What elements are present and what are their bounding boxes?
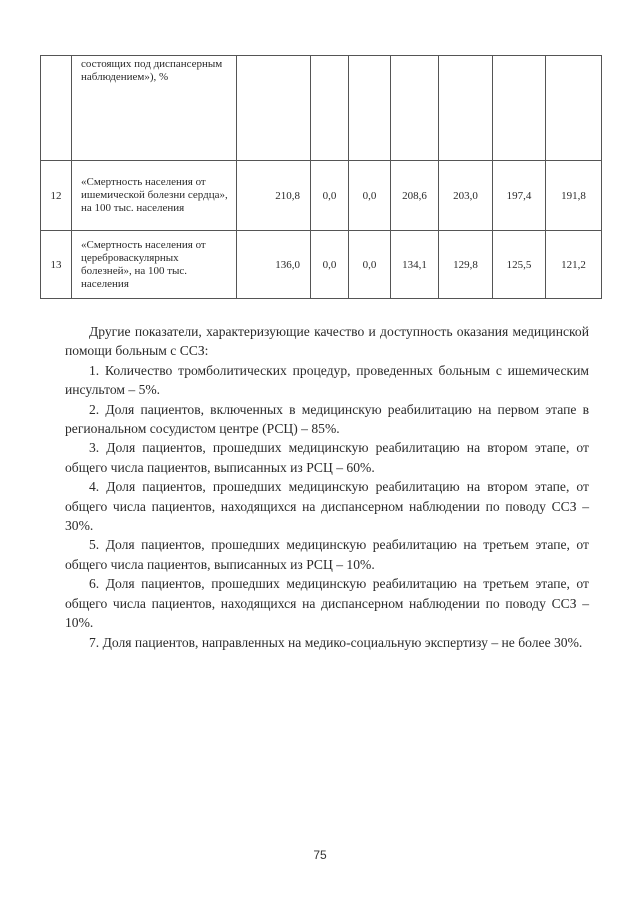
value-cell xyxy=(391,56,439,161)
value-cell: 191,8 xyxy=(546,161,602,231)
value-cell xyxy=(546,56,602,161)
value-cell xyxy=(311,56,349,161)
row-number: 12 xyxy=(41,161,72,231)
value-cell xyxy=(493,56,546,161)
paragraph: 3. Доля пациентов, прошедших медицинскую реабилитацию на втором этапе, от общего числа пациентов, выписанных из РСЦ – 60%. xyxy=(65,440,589,475)
value-cell xyxy=(349,56,391,161)
table-row xyxy=(41,56,602,161)
value-cell: 0,0 xyxy=(349,161,391,231)
value-cell: 210,8 xyxy=(237,161,311,231)
value-cell: 208,6 xyxy=(391,161,439,231)
value-cell: 0,0 xyxy=(311,161,349,231)
indicator-name: «Смертность населения от ишемической болезни сердца», на 100 тыс. населения xyxy=(72,161,237,231)
table-row xyxy=(41,161,602,231)
paragraph: 5. Доля пациентов, прошедших медицинскую реабилитацию на третьем этапе, от общего числа пациентов, выписанных из РСЦ – 10%. xyxy=(65,537,589,572)
paragraph: 6. Доля пациентов, прошедших медицинскую реабилитацию на третьем этапе, от общего числа пациентов, находящихся на диспансерном наблюдении по поводу ССЗ – 10%. xyxy=(65,576,589,631)
value-cell: 203,0 xyxy=(439,161,493,231)
indicator-name: состоящих под диспансерным наблюдением»), % xyxy=(72,56,237,161)
value-cell xyxy=(439,56,493,161)
body-text xyxy=(65,322,589,652)
value-cell: 197,4 xyxy=(493,161,546,231)
paragraph: 4. Доля пациентов, прошедших медицинскую реабилитацию на втором этапе, от общего числа пациентов, находящихся на диспансерном наблюдении по поводу ССЗ – 30%. xyxy=(65,479,589,534)
value-cell: 0,0 xyxy=(349,231,391,299)
page-number: 75 xyxy=(313,848,327,862)
value-cell: 121,2 xyxy=(546,231,602,299)
paragraph: 1. Количество тромболитических процедур, проведенных больным с ишемическим инсультом – 5%. xyxy=(65,362,589,398)
value-cell xyxy=(237,56,311,161)
indicators-table xyxy=(40,55,602,299)
paragraph: 2. Доля пациентов, включенных в медицинскую реабилитацию на первом этапе в региональном сосудистом центре (РСЦ) – 85%. xyxy=(65,401,589,437)
table-row xyxy=(41,231,602,299)
indicator-name: «Смертность населения от цереброваскулярных болезней», на 100 тыс. населения xyxy=(72,231,237,299)
paragraph: 7. Доля пациентов, направленных на медико-социальную экспертизу – не более 30%. xyxy=(89,634,583,650)
row-number: 13 xyxy=(41,231,72,299)
value-cell: 0,0 xyxy=(311,231,349,299)
paragraph: Другие показатели, характеризующие качество и доступность оказания медицинской помощи больным с ССЗ: xyxy=(65,324,589,359)
value-cell: 125,5 xyxy=(493,231,546,299)
row-number xyxy=(41,56,72,161)
value-cell: 129,8 xyxy=(439,231,493,299)
value-cell: 134,1 xyxy=(391,231,439,299)
value-cell: 136,0 xyxy=(237,231,311,299)
